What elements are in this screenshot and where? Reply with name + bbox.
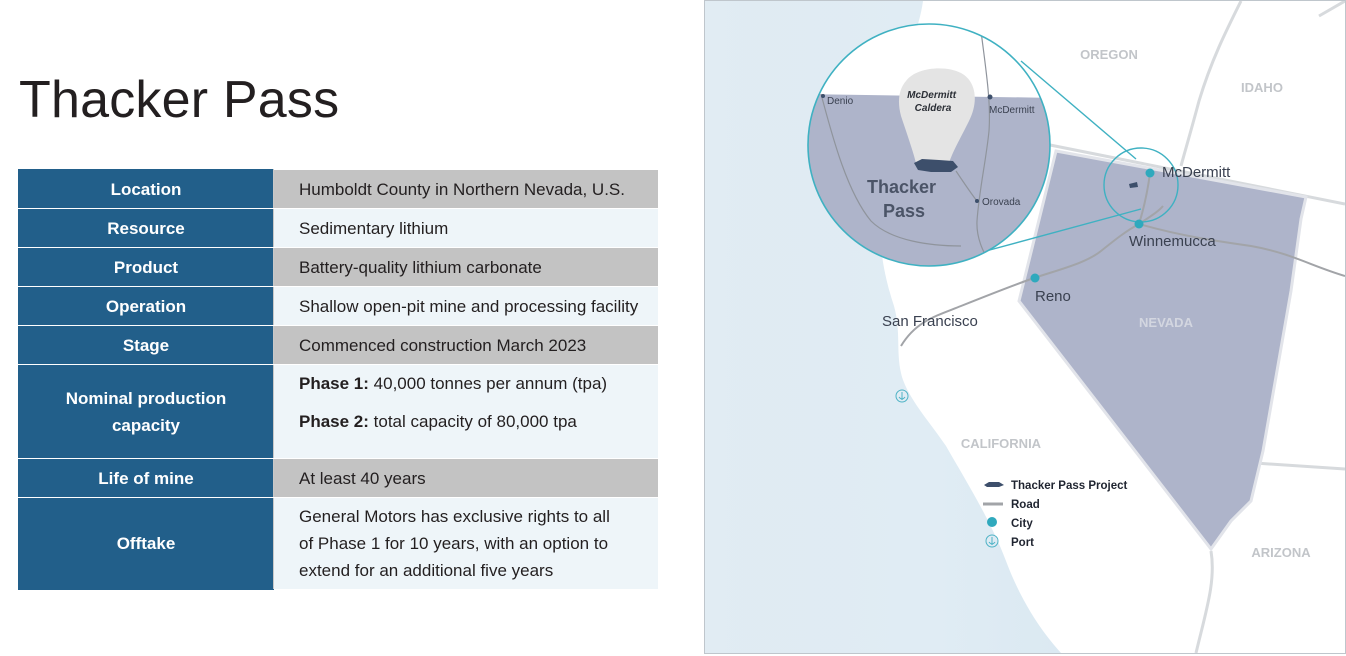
inset-label-denio: Denio: [827, 96, 854, 107]
legend-city-swatch: [987, 517, 997, 527]
row-label: Location: [19, 170, 274, 209]
row-label: Stage: [19, 326, 274, 365]
row-label: Resource: [19, 209, 274, 248]
phase-1-label: Phase 1:: [299, 374, 369, 393]
project-facts-table: [18, 169, 659, 590]
row-value: Sedimentary lithium: [274, 209, 659, 248]
city-label-san-francisco: San Francisco: [882, 313, 978, 330]
row-value: Battery-quality lithium carbonate: [274, 248, 659, 287]
inset-label-mcdermitt: McDermitt: [989, 105, 1035, 116]
table-row: [19, 248, 659, 287]
row-value: Commenced construction March 2023: [274, 326, 659, 365]
legend-city-label: City: [1011, 518, 1033, 530]
city-label-mcdermitt: McDermitt: [1162, 164, 1231, 181]
city-dot: [1146, 169, 1155, 178]
map-svg: [705, 1, 1345, 653]
city-label-reno: Reno: [1035, 288, 1071, 305]
row-label: Product: [19, 248, 274, 287]
state-label-oregon: OREGON: [1080, 47, 1138, 62]
state-label-california: CALIFORNIA: [960, 436, 1042, 451]
table-row: [19, 365, 659, 459]
legend-project-label: Thacker Pass Project: [1011, 480, 1128, 492]
state-label-arizona: ARIZONA: [1251, 545, 1311, 560]
location-map: [704, 0, 1346, 654]
row-value: [274, 498, 659, 590]
inset-label-thacker-pass: Thacker Pass: [866, 177, 937, 221]
row-label: Nominal production capacity: [19, 365, 274, 459]
inset-label-caldera: McDermitt Caldera: [907, 90, 957, 114]
legend-port-label: Port: [1011, 537, 1034, 549]
row-value: [274, 365, 659, 459]
phase-1-text: 40,000 tonnes per annum (tpa): [368, 374, 608, 393]
state-label-idaho: IDAHO: [1241, 80, 1283, 95]
project-footprint: [914, 159, 958, 172]
table-row: [19, 170, 659, 209]
row-label: Operation: [19, 287, 274, 326]
phase-2-label: Phase 2:: [299, 412, 369, 431]
legend-road-label: Road: [1011, 499, 1040, 511]
phase-2-text: total capacity of 80,000 tpa: [368, 412, 577, 431]
city-label-winnemucca: Winnemucca: [1129, 233, 1216, 250]
state-label-nevada: NEVADA: [1139, 315, 1193, 330]
page-title: Thacker Pass: [19, 71, 340, 129]
city-dot: [1031, 274, 1040, 283]
row-value: At least 40 years: [274, 459, 659, 498]
table-row: [19, 287, 659, 326]
phase-2-line: [299, 408, 658, 435]
table-row: [19, 498, 659, 590]
row-label: Life of mine: [19, 459, 274, 498]
inset-label-orovada: Orovada: [982, 197, 1021, 208]
table-row: [19, 209, 659, 248]
city-dot: [1135, 220, 1144, 229]
offtake-text: General Motors has exclusive rights to all of Phase 1 for 10 years, with an option to extend for an additional five years: [299, 507, 610, 580]
table-row: [19, 459, 659, 498]
row-label: Offtake: [19, 498, 274, 590]
table-row: [19, 326, 659, 365]
phase-1-line: [299, 370, 658, 397]
row-value: Shallow open-pit mine and processing facility: [274, 287, 659, 326]
row-value: Humboldt County in Northern Nevada, U.S.: [274, 170, 659, 209]
